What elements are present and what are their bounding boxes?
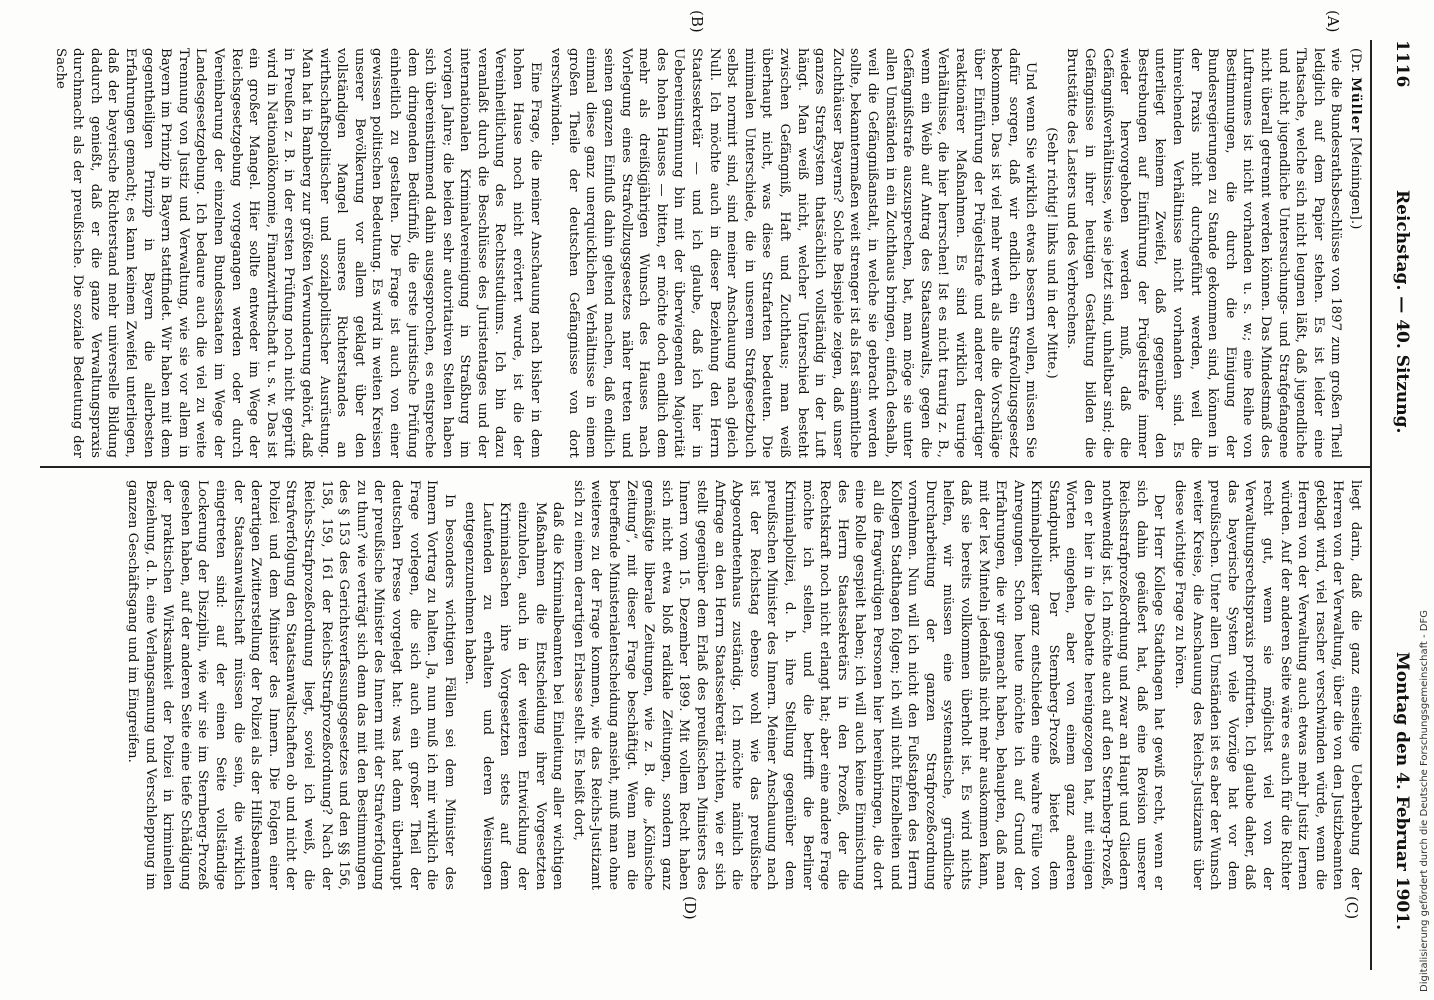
paragraph: liegt darin, daß die ganz einseitige Ueberhebung der Herren von der Verwaltung, über die von den Justizbeamten geklagt wird, viel rascher verschwinden würde, wenn die Herren von der Verwaltung auch etwas mehr Justiz lernen würden. Auf der anderen Seite wäre es auch für die Richter recht gut, wenn sie möglichst viel von der Verwaltungsrechtspraxis profitirten. Ich glaube daher, daß das bayerische System viele Vorzüge hat vor dem preußischen. Unter allen Umständen ist es aber der Wunsch weiter Kreise, die Anschauung des Reichs-Justizamts über diese wichtige Frage zu hören. <box>1172 480 1363 890</box>
margin-mark-a: (A) <box>1324 10 1342 33</box>
interjection: (Sehr richtig! links und in der Mitte.) <box>1043 127 1059 379</box>
margin-mark-b: (B) <box>688 10 706 33</box>
page-header <box>1382 40 1422 970</box>
speaker-line <box>1346 48 1364 458</box>
header-rule <box>1370 40 1372 970</box>
paragraph: Eine Frage, die meiner Anschauung nach bisher in dem hohen Hause noch nicht erörtert wurde, ist die der Vereinheitlichung des Rechtsstudiums. Ich bin dazu veranlaßt durch die Beschlüsse des Juristentages und der internationalen Kriminalvereinigung in Straßburg im vorigen Jahre; die beiden sehr autoritativen Stellen haben sich übereinstimmend dahin ausgesprochen, es entspreche dem dringenden Bedürfniß, die erste juristische Prüfung einheitlich zu gestalten. Die Frage ist auch von einer gewissen politischen Bedeutung. Es wird in weiten Kreisen unserer Bevölkerung vor allem geklagt über den vollständigen Mangel unseres Richterstandes an wirthschaftspolitischer und sozialpolitischer Ausrüstung. Man hat in Bamberg zur größten Verwunderung gehört, daß in Preußen z. B. in der ersten Prüfung noch nicht geprüft wird in Nationalökonomie, Finanzwirthschaft u. s. w. Das ist ein großer Mangel. Hier sollte entweder im Wege der Reichsgesetzgebung vorgegangen werden oder durch Vereinbarung der einzelnen Bundesstaaten im Wege der Landesgesetzgebung. Ich bedaure auch die viel zu weite Trennung von Justiz und Verwaltung, wie sie vor allem in Bayern im Prinzip in Bayern stattfindet. Wir haben mit dem gegentheiligen Prinzip in Bayern die allerbesten Erfahrungen gemacht; es kann keinem Zweifel unterliegen, daß der bayerische Richterstand mehr universelle Bildung dadurch genießt, daß er die ganze Verwaltungspraxis durchmacht als der preußische. Die soziale Bedeutung der Sache <box>52 48 543 458</box>
margin-mark-c: (C) <box>1343 896 1361 920</box>
digitization-credit: Digitalisierung gefördert durch die Deutsche Forschungsgemeinschaft - DFG <box>1419 609 1430 992</box>
block-quote: daß die Kriminalbeamten bei Einleitung aller wichtigen Maßnahmen die Entscheidung ihrer Vorgesetzten einzuholen, auch in der weiteren Entwicklung der Kriminalsachen ihre Vorgesetzten stets auf dem Laufenden zu erhalten und deren Weisungen entgegenzunehmen haben. <box>462 502 566 890</box>
speaker-district: [Meiningen].) <box>1348 137 1363 230</box>
page-number: 1116 <box>1392 40 1412 88</box>
session-date: Montag den 4. Februar 1901. <box>1392 651 1412 930</box>
paragraph: Der Herr Kollege Stadthagen hat gewiß recht, wenn er sich dahin geäußert hat, daß eine Revision unserer Reichsstrafprozeßordnung und zwar an Haupt und Gliedern nothwendig ist. Ich möchte auch auf den Sternberg-Prozeß, den er hier in die Debatte hereingezogen hat, mit einigen Worten eingehen, aber von einem ganz anderen Standpunkt. Der Sternberg-Prozeß bietet dem Kriminalpolitiker ganz entschieden eine wahre Fülle von Anregungen. Schon heute möchte ich auf Grund der Erfahrungen, die wir gemacht haben, behaupten, daß man mit der lex Minteln jedenfalls nicht mehr auskommen kann, daß sie bereits vollkommen überholt ist. Es wird nichts helfen, wir müssen eine systematische, gründliche Durcharbeitung der ganzen Strafprozeßordnung vornehmen. Nun will ich nicht den Fußstapfen des Herrn Kollegen Stadthagen folgen; ich will nicht Einzelheiten und all die fragwürdigen Personen hier hereinbringen, die dort eine Rolle gespielt haben; ich will auch keine Einmischung des Herrn Staatssekretärs in den Prozeß, der die Rechtskraft noch nicht erlangt hat; aber eine andere Frage möchte ich stellen, und die betrifft die Berliner Kriminalpolizei, d. h. ihre Stellung gegenüber dem preußischen Minister des Innern. Meiner Anschauung nach ist der Reichstag ebenso wohl wie das preußische Abgeordnetenhaus zuständig. Ich möchte nämlich die Anfrage an den Herrn Staatssekretär richten, wie er sich stellt gegenüber dem Erlaß des preußischen Ministers des Innern vom 15. Dezember 1899. Mit vollem Recht haben sich nicht etwa bloß radikale Zeitungen, sondern ganz gemäßigte liberale Zeitungen, wie z. B. die „Kölnische Zeitung“, mit dieser Frage beschäftigt. Wenn man die betreffende Ministerialentscheidung ansieht, muß man ohne weiteres zu der Frage kommen, wie das Reichs-Justizamt sich zu einem derartigen Erlasse stellt. Es heißt dort, <box>570 480 1167 890</box>
left-column <box>44 48 1364 458</box>
speaker-name: Müller <box>1348 77 1363 134</box>
column-divider <box>40 466 1370 468</box>
margin-mark-d: (D) <box>681 896 699 920</box>
paragraph: Und wenn Sie wirklich etwas bessern wollen, müssen Sie dafür sorgen, daß wir endlich ein Strafvollzugsgesetz bekommen. Das ist viel mehr werth als alle die Vorschläge über Einführung der Prügelstrafe und anderer derartiger reaktionärer Maßnahmen. Es sind wirklich traurige Verhältnisse, die hier herrschen! Ist es nicht traurig z. B., wenn ein Weib auf Antrag des Staatsanwalts, gegen die Gefängnißstrafe auszusprechen, bat, man möge sie unter allen Umständen in ein Zuchthaus bringen, einfach deshalb, weil die Gefängnißanstalt, in welche sie gebracht werden sollte, bekanntermaßen weit strenger ist als fast sämmtliche Zuchthäuser Bayerns? Solche Beispiele zeigen, daß unser ganzes Strafsystem thatsächlich vollständig in der Luft hängt. Man weiß nicht, welcher Unterschied besteht zwischen Gefängniß, Haft und Zuchthaus; man weiß überhaupt nicht, was diese Strafarten bedeuten. Die minimalen Unterschiede, die in unserem Strafgesetzbuch selbst normirt sind, sind meiner Anschauung nach gleich Null. Ich möchte auch in dieser Beziehung den Herrn Staatssekretär — und ich glaube, daß ich hier in Uebereinstimmung bin mit der überwiegenden Majorität des hohen Hauses — bitten, er möchte doch endlich dem mehr als dreißigjährigen Wunsch des Hauses nach Vorlegung eines Strafvollzugsgesetzes näher treten und seinen ganzen Einfluß dahin geltend machen, daß endlich einmal diese ganz unerquicklichen Verhältnisse in einem großen Theile der deutschen Gefängnisse von dort verschwinden. <box>548 48 1039 458</box>
paragraph: In besonders wichtigen Fällen sei dem Minister des Innern Vortrag zu halten. Ja, nun muß ich mir wirklich die Frage vorlegen, die sich auch ein großer Theil der deutschen Presse vorgelegt hat: was hat denn überhaupt der preußische Minister des Innern mit der Strafverfolgung zu thun? wie verträgt sich denn das mit den Bestimmungen des § 153 des Gerichtsverfassungsgesetzes und den §§ 156, 158, 159, 161 der Reichs-Strafprozeßordnung? Nach der Reichs-Strafprozeßordnung liegt, soviel ich weiß, die Strafverfolgung den Staatsanwaltschaften ob und nicht der Polizei und dem Minister des Innern. Die Folgen einer derartigen Zwitterstellung der Polizei als der Hilfsbeamten der Staatsanwaltschaft müssen die sein, die wirklich eingetreten sind: auf der einen Seite vollständige Lockerung der Disziplin, wie wir sie im Sternberg-Prozeß gesehen haben, auf der anderen Seite eine tiefe Schädigung der praktischen Wirksamkeit der Polizei in kriminellen Beziehung, d. h. eine Verlangsamung und Verschleppung im ganzen Geschäftsgang und im Eingreifen. <box>125 480 457 890</box>
speaker-title: (Dr. <box>1348 48 1363 73</box>
session-title: Reichstag. — 40. Sitzung. <box>1392 190 1412 434</box>
right-column <box>44 480 1364 890</box>
paragraph: wie die Bundesrathsbeschlüsse von 1897 zum großen Theil lediglich auf dem Papier stehen. Es ist leider eine Thatsache, welche sich nicht leugnen läßt, daß jugendliche und nicht jugendliche Untersuchungs- und Strafgefangene nicht überall getrennt werden können. Das Mindestmaß des Luftraumes ist nicht vorhanden u. s. w.; eine Reihe von Bestimmungen, die durch die Einigung der Bundesregierungen zu Stande gekommen sind, können in der Praxis nicht durchgeführt werden, weil die hinreichenden Verhältnisse nicht vorhanden sind. Es unterliegt keinem Zweifel, daß gegenüber den Bestrebungen auf Einführung der Prügelstrafe immer wieder hervorgehoben werden muß, daß die Gefängnißverhältnisse, wie sie jetzt sind, unhaltbar sind; die Gefängnisse in ihrer heutigen Gestaltung bilden die Brutstätte des Lasters und des Verbrechens. <box>1064 48 1344 458</box>
